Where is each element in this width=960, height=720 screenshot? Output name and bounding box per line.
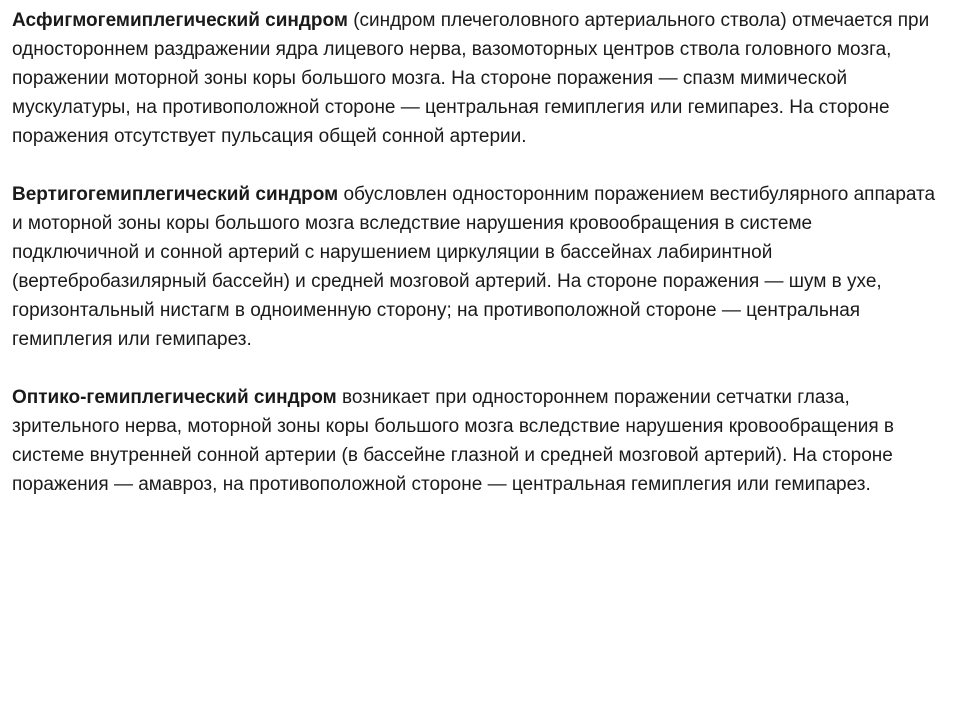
term-opticohemiplegic: Оптико-гемиплегический синдром xyxy=(12,387,337,408)
paragraph-asphygmohemiplegic xyxy=(12,6,942,151)
description-opticohemiplegic: возникает при одностороннем поражении сетчатки глаза, зрительного нерва, моторной зоны коры большого мозга вследствие нарушения кровообращения в системе внутренней сонной артерии (в бассейне глазной и средней мозговой артерий). На стороне поражения — амавроз, на противоположной стороне — центральная гемиплегия или гемипарез. xyxy=(12,387,894,495)
description-asphygmohemiplegic: (синдром плечеголовного артериального ствола) отмечается при одностороннем раздражении ядра лицевого нерва, вазомоторных центров ствола головного мозга, поражении моторной зоны коры большого мозга. На стороне поражения — спазм мимической мускулатуры, на противоположной стороне — центральная гемиплегия или гемипарез. На стороне поражения отсутствует пульсация общей сонной артерии. xyxy=(12,10,930,147)
paragraph-opticohemiplegic xyxy=(12,383,942,499)
term-asphygmohemiplegic: Асфигмогемиплегический синдром xyxy=(12,10,348,31)
paragraph-vertigohemiplegic xyxy=(12,180,942,354)
description-vertigohemiplegic: обусловлен односторонним поражением вестибулярного аппарата и моторной зоны коры большого мозга вследствие нарушения кровообращения в системе подключичной и сонной артерий с нарушением циркуляции в бассейнах лабиринтной (вертебробазилярный бассейн) и средней мозговой артерий. На стороне поражения — шум в ухе, горизонтальный нистагм в одноименную сторону; на противоположной стороне — центральная гемиплегия или гемипарез. xyxy=(12,184,936,350)
term-vertigohemiplegic: Вертигогемиплегический синдром xyxy=(12,184,339,205)
slide-text-body xyxy=(12,6,942,528)
